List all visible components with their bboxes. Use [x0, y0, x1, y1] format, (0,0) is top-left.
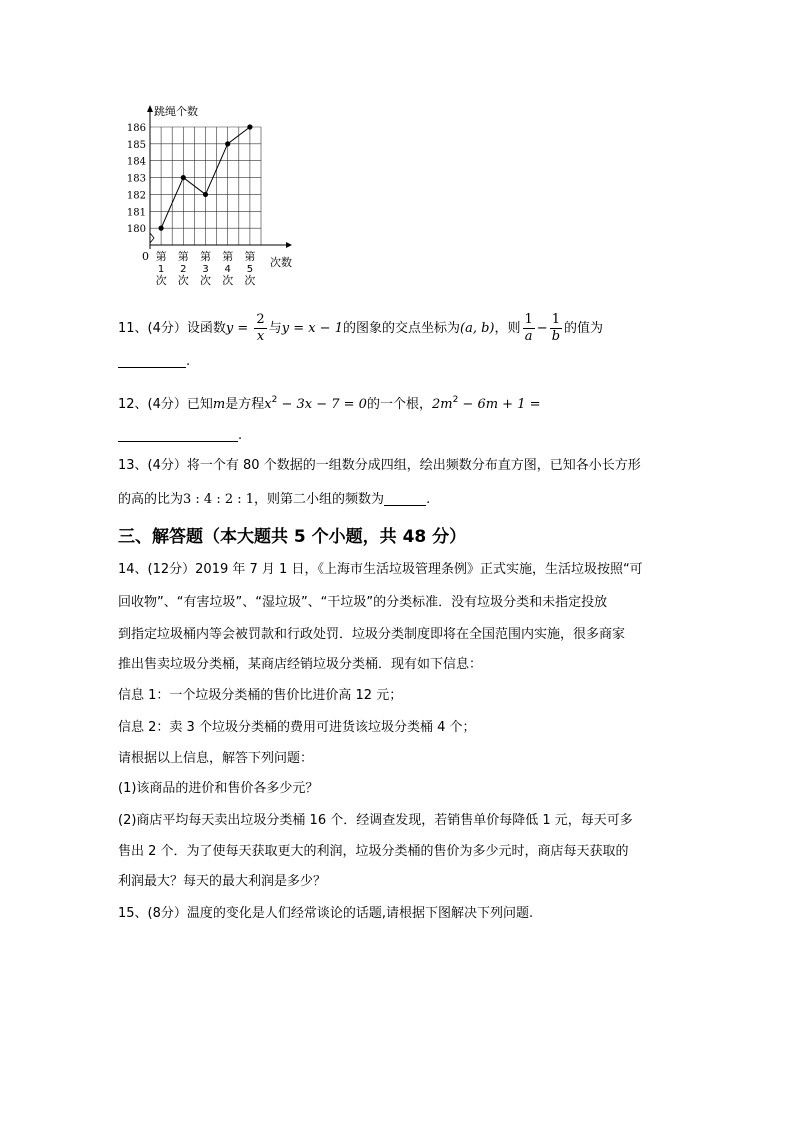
q15-line1: 15、(8分）温度的变化是人们经常谈论的话题,请根据下图解决下列问题.: [118, 906, 534, 921]
q11-y1: y: [225, 321, 234, 336]
q11-f2-den: a: [524, 329, 533, 344]
y-axis-break: [150, 233, 154, 243]
q11-then: ，则: [494, 321, 521, 336]
x-tick-label: 1: [157, 264, 165, 275]
q14-info2: 信息 2：卖 3 个垃圾分类桶的费用可进货该垃圾分类桶 4 个；: [118, 720, 476, 735]
q11-end: .: [186, 354, 191, 369]
q11-suffix: 的值为: [564, 321, 604, 336]
jump-rope-line-chart: [118, 100, 318, 300]
y-tick-label: 182: [126, 190, 146, 202]
y-tick-label: 184: [126, 156, 146, 168]
q13-end: .: [426, 492, 431, 507]
q13-line2-prefix: 的高的比为: [118, 492, 184, 507]
q11-fraction-1-over-a: [523, 312, 535, 345]
x-tick-label: 次: [200, 274, 211, 287]
q14-line2: 回收物”、“有害垃圾”、“湿垃圾”、“干垃圾”的分类标准．没有垃圾分类和未指定投放: [118, 595, 608, 610]
q11-f3-num: 1: [550, 312, 562, 329]
q14-part1: (1)该商品的进价和售价各多少元？: [118, 781, 319, 796]
q11-eq: =: [233, 321, 253, 336]
chart-svg: [118, 100, 318, 300]
q11-fraction-1-over-b: [550, 312, 562, 345]
q14-line1: 14、(12分）2019 年 7 月 1 日，《上海市生活垃圾管理条例》正式实施，生活垃圾按照“可: [118, 562, 643, 577]
x-tick-label: 5: [246, 264, 254, 275]
y-axis-label: 跳绳个数: [154, 105, 198, 118]
q12-end: .: [238, 428, 243, 443]
origin-label: 0: [142, 250, 149, 263]
x-axis-arrow: [286, 242, 292, 248]
q12-answer-line: [118, 426, 242, 446]
q11-fraction-2-over-x: [254, 312, 266, 345]
q11-answer-line: [118, 352, 190, 372]
q12-eq-a: x: [264, 397, 272, 412]
question-13-line2: [118, 490, 430, 510]
x-tick-label: 次: [244, 274, 256, 287]
x-tick-label: 次: [222, 274, 234, 287]
y-axis-arrow: [147, 105, 153, 112]
q11-point: (a, b): [460, 321, 495, 336]
x-tick-label: 4: [224, 264, 231, 275]
y-tick-label: 186: [126, 123, 146, 134]
q11-f2-num: 1: [524, 312, 533, 327]
q12-mid2: 的一个根，: [366, 397, 432, 412]
data-point: [203, 192, 208, 197]
q12-m: m: [212, 397, 226, 412]
question-13-line1: 13、(4分）将一个有 80 个数据的一组数分成四组，绘出频数分布直方图，已知各小长方形: [118, 458, 641, 473]
x-tick-label: 第: [177, 250, 189, 263]
data-point: [225, 141, 230, 146]
y-tick-label: 180: [126, 224, 146, 236]
q11-mid: 的图象的交点坐标为: [342, 321, 460, 336]
q14-part2-line3: 利润最大？每天的最大利润是多少？: [118, 874, 327, 889]
q12-mid: 是方程: [225, 397, 265, 412]
x-tick-label: 第: [155, 250, 167, 263]
x-tick-label: 第: [244, 250, 256, 263]
q12-expr-b: − 6m + 1 =: [458, 397, 541, 412]
q11-f3-den: b: [551, 329, 561, 344]
q12-eq-b: − 3x − 7 = 0: [277, 397, 367, 412]
x-tick-label: 次: [155, 274, 167, 287]
y-tick-label: 185: [126, 139, 146, 151]
y-tick-label: 183: [126, 173, 146, 185]
y-tick-label: 181: [126, 207, 146, 219]
q14-line4: 推出售卖垃圾分类桶，某商店经销垃圾分类桶．现有如下信息：: [118, 657, 483, 672]
q11-prefix: 11、(4分）设函数: [118, 321, 226, 336]
x-tick-label: 第: [200, 250, 211, 263]
q11-frac-den: x: [256, 329, 265, 344]
question-11: [118, 312, 603, 345]
data-point: [247, 124, 252, 129]
q13-ratio: 3 : 4 : 2 : 1: [183, 492, 255, 507]
q14-part2-line2: 售出 2 个．为了使每天获取更大的利润，垃圾分类桶的售价为多少元时，商店每天获取的: [118, 844, 629, 859]
q12-eq-sup: 2: [271, 395, 278, 405]
q14-line3: 到指定垃圾桶内等会被罚款和行政处罚．垃圾分类制度即将在全国范围内实施，很多商家: [118, 627, 626, 642]
q11-answer-blank[interactable]: [118, 353, 186, 368]
q14-info1: 信息 1：一个垃圾分类桶的售价比进价高 12 元；: [118, 688, 403, 703]
q11-minus: −: [536, 321, 548, 336]
section-3-heading: 三、解答题（本大题共 5 个小题，共 48 分）: [118, 527, 467, 547]
q13-line2-mid: ，则第二小组的频数为: [254, 492, 385, 507]
q11-frac-num: 2: [256, 312, 265, 327]
x-tick-label: 3: [202, 264, 209, 275]
x-tick-label: 第: [222, 250, 234, 263]
q12-answer-blank[interactable]: [118, 427, 238, 442]
q11-with: 与: [268, 321, 282, 336]
x-axis-label: 次数: [270, 256, 292, 269]
q12-expr-a: 2m: [431, 397, 453, 412]
data-point: [159, 226, 164, 231]
x-tick-label: 2: [180, 264, 187, 275]
data-point: [181, 175, 186, 180]
q14-part2-line1: (2)商店平均每天卖出垃圾分类桶 16 个．经调查发现，若销售单价每降低 1 元，每天可多: [118, 813, 633, 828]
x-tick-label: 次: [177, 274, 189, 287]
q13-answer-blank[interactable]: [384, 491, 426, 506]
q12-prefix: 12、(4分）已知: [118, 397, 213, 412]
q14-ask: 请根据以上信息，解答下列问题：: [118, 751, 314, 766]
q11-y2: y = x − 1: [281, 321, 343, 336]
q12-expr-sup: 2: [452, 395, 459, 405]
question-12: [118, 390, 541, 415]
